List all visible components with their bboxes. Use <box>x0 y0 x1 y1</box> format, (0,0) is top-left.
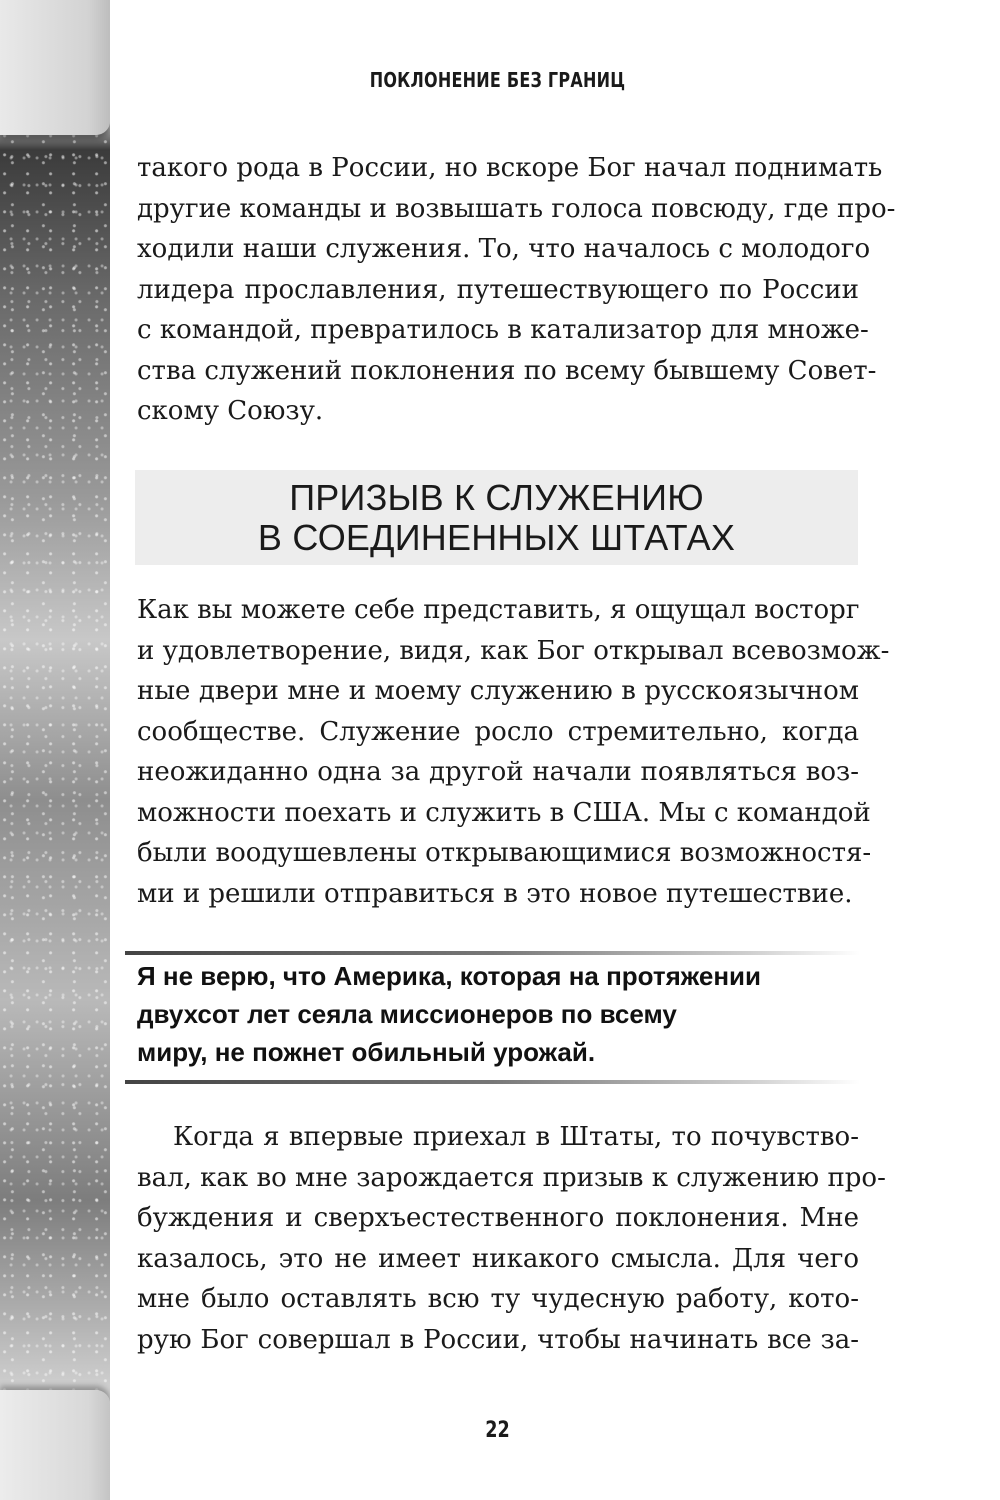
strip-top-tab <box>0 0 110 135</box>
text-line: с командой, превратилось в катализатор для множе- <box>137 315 869 345</box>
section-heading-line: ПРИЗЫВ К СЛУЖЕНИЮ <box>289 476 704 518</box>
pull-quote-top-rule <box>125 951 860 955</box>
text-line: можности поехать и служить в США. Мы с командой <box>137 797 871 828</box>
text-line: мне было оставлять всю ту чудесную работу, кото- <box>137 1284 859 1314</box>
running-head: ПОКЛОНЕНИЕ БЕЗ ГРАНИЦ <box>369 68 626 92</box>
pull-quote <box>137 957 859 1071</box>
strip-bottom-tab <box>0 1390 110 1500</box>
text-line: рую Бог совершал в России, чтобы начинать все за- <box>137 1324 859 1355</box>
paragraph-2 <box>137 590 890 914</box>
text-line: ные двери мне и моему служению в русскоязычном <box>137 676 859 706</box>
pull-quote-line: Я не верю, что Америка, которая на протяжении <box>137 961 762 991</box>
section-heading-line: В СОЕДИНЕННЫХ ШТАТАХ <box>257 516 736 558</box>
text-line: казалось, это не имеет никакого смысла. Для чего <box>137 1243 859 1274</box>
paragraph-3 <box>137 1117 886 1360</box>
pull-quote-bottom-rule <box>125 1080 860 1084</box>
text-line: другие команды и возвышать голоса повсюду, где про- <box>137 193 896 224</box>
text-line: ходили наши служения. То, что началось с молодого <box>137 234 871 264</box>
text-line: были воодушевлены открывающимися возможностя- <box>137 838 872 868</box>
text-line: лидера прославления, путешествующего по России <box>137 274 859 305</box>
page-number: 22 <box>485 1418 510 1443</box>
text-line: скому Союзу. <box>137 396 324 426</box>
text-line: неожиданно одна за другой начали появляться воз- <box>137 757 859 787</box>
text-line: вал, как во мне зарождается призыв к служению про- <box>137 1162 886 1193</box>
text-line: Когда я впервые приехал в Штаты, то почувство- <box>173 1122 859 1152</box>
decorative-side-strip <box>0 0 110 1500</box>
pull-quote-line: двухсот лет сеяла миссионеров по всему <box>137 999 677 1029</box>
section-heading <box>135 470 858 565</box>
text-line: и удовлетворение, видя, как Бог открывал всевозмож- <box>137 635 890 666</box>
strip-texture <box>0 0 110 1500</box>
text-line: ми и решили отправиться в это новое путешествие. <box>137 878 853 909</box>
text-line: Как вы можете себе представить, я ощущал восторг <box>137 595 860 625</box>
paragraph-1 <box>137 148 896 432</box>
text-line: такого рода в России, но вскоре Бог начал поднимать <box>137 153 883 183</box>
text-line: сообществе. Служение росло стремительно, когда <box>137 716 859 747</box>
text-line: ства служений поклонения по всему бывшему Совет- <box>137 355 877 386</box>
pull-quote-line: миру, не пожнет обильный урожай. <box>137 1037 596 1067</box>
text-line: буждения и сверхъестественного поклонения. Мне <box>137 1203 859 1233</box>
